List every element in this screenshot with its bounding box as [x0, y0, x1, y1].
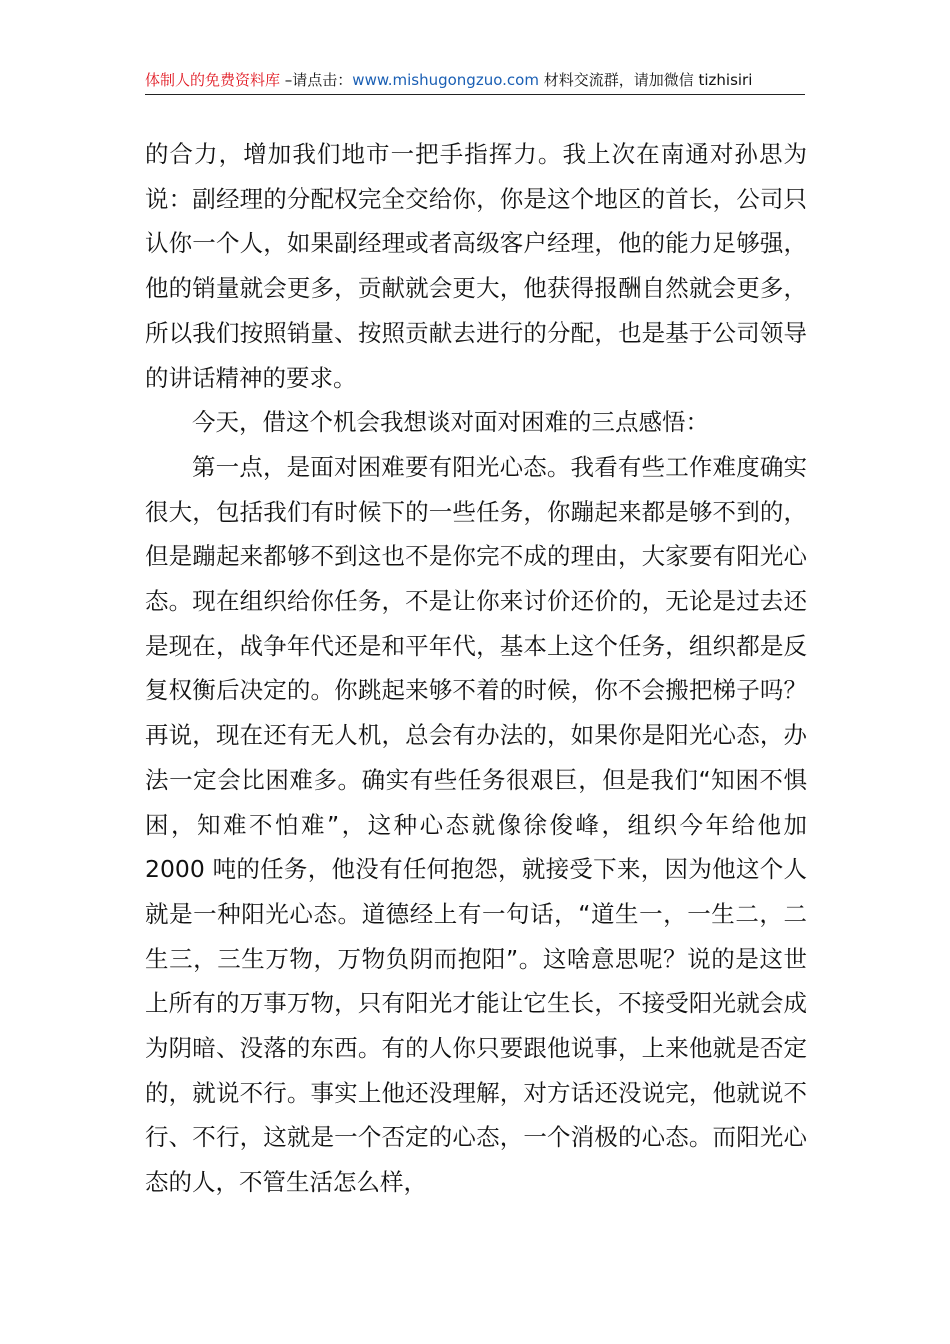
header-contact-note: 材料交流群，请加微信 tizhisiri — [538, 71, 753, 89]
header-separator: –请点击： — [280, 71, 353, 89]
header-brand-link[interactable]: 体制人的免费资料库 — [145, 71, 281, 89]
paragraph-point-one: 第一点，是面对困难要有阳光心态。我看有些工作难度确实很大，包括我们有时候下的一些任务，你蹦起来都是够不到的，但是蹦起来都够不到这也不是你完不成的理由，大家要有阳光心态。现在组织给你任务，不是让你来讨价还价的，无论是过去还是现在，战争年代还是和平年代，基本上这个任务，组织都是反复权衡后决定的。你跳起来够不着的时候，你不会搬把梯子吗？再说，现在还有无人机，总会有办法的，如果你是阳光心态，办法一定会比困难多。确实有些任务很艰巨，但是我们“知困不惧困，知难不怕难”，这种心态就像徐俊峰，组织今年给他加 2000 吨的任务，他没有任何抱怨，就接受下来，因为他这个人就是一种阳光心态。道德经上有一句话，“道生一，一生二，二生三，三生万物，万物负阴而抱阳”。这啥意思呢？说的是这世上所有的万事万物，只有阳光才能让它生长，不接受阳光就会成为阴暗、没落的东西。有的人你只要跟他说事，上来他就是否定的，就说不行。事实上他还没理解，对方话还没说完，他就说不行、不行，这就是一个否定的心态，一个消极的心态。而阳光心态的人，不管生活怎么样， — [145, 452, 807, 1197]
paragraph-intro: 今天，借这个机会我想谈对面对困难的三点感悟： — [192, 408, 709, 437]
paragraph-continuation: 的合力，增加我们地市一把手指挥力。我上次在南通对孙思为说：副经理的分配权完全交给你，你是这个地区的首长，公司只认你一个人，如果副经理或者高级客户经理，他的能力足够强，他的销量就会更多，贡献就会更大，他获得报酬自然就会更多，所以我们按照销量、按照贡献去进行的分配，也是基于公司领导的讲话精神的要求。 — [145, 140, 807, 392]
document-body — [145, 132, 807, 1205]
page-header — [145, 66, 805, 95]
header-url-link[interactable]: www.mishugongzuo.com — [352, 71, 539, 89]
